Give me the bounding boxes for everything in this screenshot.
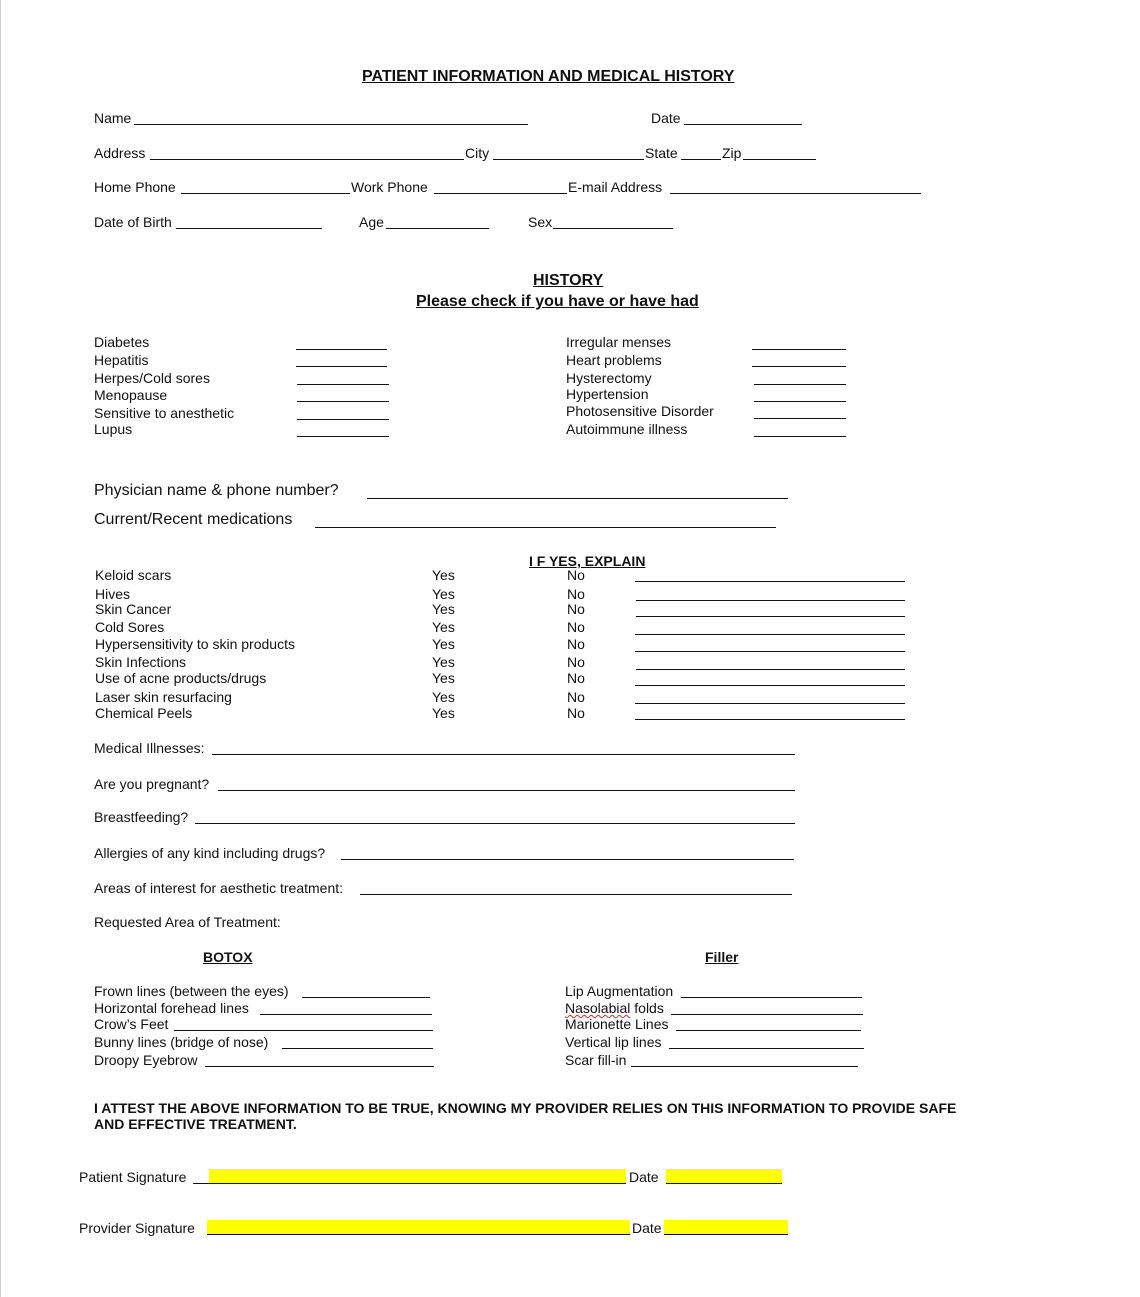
botox-line[interactable] bbox=[174, 1030, 433, 1031]
yes-option[interactable]: Yes bbox=[432, 670, 455, 686]
provider-signature-field[interactable] bbox=[207, 1220, 630, 1235]
requested-label: Requested Area of Treatment: bbox=[94, 914, 281, 930]
pregnant-label: Are you pregnant? bbox=[94, 776, 210, 792]
attest-line-1: I ATTEST THE ABOVE INFORMATION TO BE TRUE, KNOWING MY PROVIDER RELIES ON THIS INFORMATION TO PROVIDE SAFE bbox=[94, 1100, 957, 1116]
history-check-line[interactable] bbox=[752, 349, 846, 350]
age-field[interactable] bbox=[386, 228, 489, 229]
breastfeeding-label: Breastfeeding? bbox=[94, 809, 189, 825]
botox-line[interactable] bbox=[302, 997, 430, 998]
no-option[interactable]: No bbox=[567, 619, 585, 635]
condition-label: Skin Infections bbox=[95, 654, 187, 670]
condition-label: Cold Sores bbox=[95, 619, 165, 635]
history-check-line[interactable] bbox=[754, 436, 846, 437]
explain-line[interactable] bbox=[635, 581, 905, 582]
history-check-line[interactable] bbox=[296, 366, 387, 367]
page-title: PATIENT INFORMATION AND MEDICAL HISTORY bbox=[362, 68, 735, 85]
name-field[interactable] bbox=[134, 124, 528, 125]
city-field[interactable] bbox=[493, 159, 644, 160]
patient-signature-field[interactable] bbox=[209, 1169, 626, 1184]
filler-line[interactable] bbox=[681, 997, 862, 998]
no-option[interactable]: No bbox=[567, 636, 585, 652]
botox-line[interactable] bbox=[260, 1014, 432, 1015]
city-label: City bbox=[465, 145, 490, 161]
history-item: Irregular menses bbox=[566, 334, 672, 350]
sex-label: Sex bbox=[528, 214, 553, 230]
botox-item: Horizontal forehead lines bbox=[94, 1000, 249, 1016]
history-heading: HISTORY bbox=[533, 272, 604, 289]
yes-option[interactable]: Yes bbox=[432, 619, 455, 635]
dob-label: Date of Birth bbox=[94, 214, 172, 230]
history-check-line[interactable] bbox=[754, 401, 846, 402]
illnesses-label: Medical Illnesses: bbox=[94, 740, 205, 756]
areas-field[interactable] bbox=[360, 894, 792, 895]
allergies-field[interactable] bbox=[341, 859, 794, 860]
state-label: State bbox=[645, 145, 678, 161]
filler-item-word: folds bbox=[634, 1000, 664, 1016]
explain-line[interactable] bbox=[635, 651, 905, 652]
history-item: Hepatitis bbox=[94, 352, 149, 368]
explain-line[interactable] bbox=[636, 616, 905, 617]
filler-heading: Filler bbox=[705, 949, 739, 965]
botox-item: Crow’s Feet bbox=[94, 1016, 169, 1032]
botox-item: Frown lines (between the eyes) bbox=[94, 983, 289, 999]
filler-line[interactable] bbox=[671, 1014, 863, 1015]
history-check-line[interactable] bbox=[754, 384, 846, 385]
explain-heading: I F YES, EXPLAIN bbox=[529, 553, 646, 569]
history-item: Lupus bbox=[94, 421, 133, 437]
home-phone-field[interactable] bbox=[181, 193, 350, 194]
condition-label: Chemical Peels bbox=[95, 705, 193, 721]
no-option[interactable]: No bbox=[567, 586, 585, 602]
botox-item: Droopy Eyebrow bbox=[94, 1052, 198, 1068]
patient-date-field[interactable] bbox=[666, 1169, 782, 1184]
dob-field[interactable] bbox=[176, 228, 322, 229]
filler-line[interactable] bbox=[676, 1030, 861, 1031]
date-field[interactable] bbox=[684, 124, 802, 125]
history-check-line[interactable] bbox=[297, 419, 389, 420]
history-check-line[interactable] bbox=[296, 349, 387, 350]
name-label: Name bbox=[94, 110, 132, 126]
explain-line[interactable] bbox=[635, 703, 905, 704]
provider-date-field[interactable] bbox=[664, 1220, 788, 1235]
page-edge bbox=[0, 0, 1, 1297]
condition-label: Use of acne products/drugs bbox=[95, 670, 267, 686]
explain-line[interactable] bbox=[636, 600, 905, 601]
history-check-line[interactable] bbox=[752, 366, 846, 367]
filler-item: Marionette Lines bbox=[565, 1016, 669, 1032]
yes-option[interactable]: Yes bbox=[432, 567, 455, 583]
signature-underline bbox=[193, 1183, 209, 1184]
yes-option[interactable]: Yes bbox=[432, 654, 455, 670]
age-label: Age bbox=[359, 214, 384, 230]
condition-label: Hives bbox=[95, 586, 131, 602]
work-phone-field[interactable] bbox=[434, 193, 567, 194]
zip-field[interactable] bbox=[743, 159, 816, 160]
explain-line[interactable] bbox=[635, 719, 905, 720]
physician-field[interactable] bbox=[367, 498, 788, 499]
filler-item: Scar fill-in bbox=[565, 1052, 627, 1068]
condition-label: Keloid scars bbox=[95, 567, 172, 583]
history-item: Autoimmune illness bbox=[566, 421, 688, 437]
botox-item: Bunny lines (bridge of nose) bbox=[94, 1034, 269, 1050]
yes-option[interactable]: Yes bbox=[432, 586, 455, 602]
botox-line[interactable] bbox=[282, 1048, 433, 1049]
filler-item: Lip Augmentation bbox=[565, 983, 674, 999]
spellcheck-word: Nasolabial bbox=[565, 1000, 631, 1016]
home-phone-label: Home Phone bbox=[94, 179, 176, 195]
history-item: Menopause bbox=[94, 387, 168, 403]
patient-date-label: Date bbox=[629, 1169, 659, 1185]
no-option[interactable]: No bbox=[567, 670, 585, 686]
explain-line[interactable] bbox=[635, 634, 905, 635]
history-check-line[interactable] bbox=[297, 401, 389, 402]
filler-item bbox=[565, 1000, 664, 1016]
zip-label: Zip bbox=[722, 145, 742, 161]
history-check-line[interactable] bbox=[297, 384, 389, 385]
physician-label: Physician name & phone number? bbox=[94, 482, 339, 499]
patient-signature-label: Patient Signature bbox=[79, 1169, 187, 1185]
botox-heading: BOTOX bbox=[203, 949, 253, 965]
condition-label: Laser skin resurfacing bbox=[95, 689, 232, 705]
botox-line[interactable] bbox=[205, 1066, 434, 1067]
date-label: Date bbox=[651, 110, 681, 126]
filler-line[interactable] bbox=[631, 1066, 858, 1067]
explain-line[interactable] bbox=[636, 669, 905, 670]
no-option[interactable]: No bbox=[567, 689, 585, 705]
history-check-line[interactable] bbox=[754, 418, 846, 419]
yes-option[interactable]: Yes bbox=[432, 689, 455, 705]
history-item: Heart problems bbox=[566, 352, 662, 368]
attest-line-2: AND EFFECTIVE TREATMENT. bbox=[94, 1116, 297, 1132]
history-item: Hysterectomy bbox=[566, 370, 652, 386]
provider-date-label: Date bbox=[632, 1220, 662, 1236]
address-field[interactable] bbox=[150, 159, 464, 160]
condition-label: Skin Cancer bbox=[95, 601, 172, 617]
history-subheading: Please check if you have or have had bbox=[416, 293, 699, 310]
history-item: Diabetes bbox=[94, 334, 150, 350]
no-option[interactable]: No bbox=[567, 601, 585, 617]
filler-line[interactable] bbox=[669, 1048, 864, 1049]
no-option[interactable]: No bbox=[567, 567, 585, 583]
no-option[interactable]: No bbox=[567, 654, 585, 670]
history-item: Hypertension bbox=[566, 386, 649, 402]
state-field[interactable] bbox=[681, 159, 721, 160]
yes-option[interactable]: Yes bbox=[432, 636, 455, 652]
email-field[interactable] bbox=[670, 193, 921, 194]
medications-field[interactable] bbox=[315, 527, 776, 528]
sex-field[interactable] bbox=[553, 228, 673, 229]
history-item: Photosensitive Disorder bbox=[566, 403, 714, 419]
history-item: Sensitive to anesthetic bbox=[94, 405, 235, 421]
breastfeeding-field[interactable] bbox=[195, 823, 795, 824]
history-item: Herpes/Cold sores bbox=[94, 370, 210, 386]
history-check-line[interactable] bbox=[297, 436, 389, 437]
pregnant-field[interactable] bbox=[218, 790, 795, 791]
illnesses-field[interactable] bbox=[212, 754, 795, 755]
explain-line[interactable] bbox=[635, 685, 905, 686]
yes-option[interactable]: Yes bbox=[432, 705, 455, 721]
email-label: E-mail Address bbox=[568, 179, 663, 195]
yes-option[interactable]: Yes bbox=[432, 601, 455, 617]
filler-item: Vertical lip lines bbox=[565, 1034, 662, 1050]
medications-label: Current/Recent medications bbox=[94, 511, 293, 528]
work-phone-label: Work Phone bbox=[351, 179, 428, 195]
condition-label: Hypersensitivity to skin products bbox=[95, 636, 295, 652]
provider-signature-label: Provider Signature bbox=[79, 1220, 195, 1236]
areas-label: Areas of interest for aesthetic treatment: bbox=[94, 880, 344, 896]
allergies-label: Allergies of any kind including drugs? bbox=[94, 845, 326, 861]
address-label: Address bbox=[94, 145, 146, 161]
no-option[interactable]: No bbox=[567, 705, 585, 721]
